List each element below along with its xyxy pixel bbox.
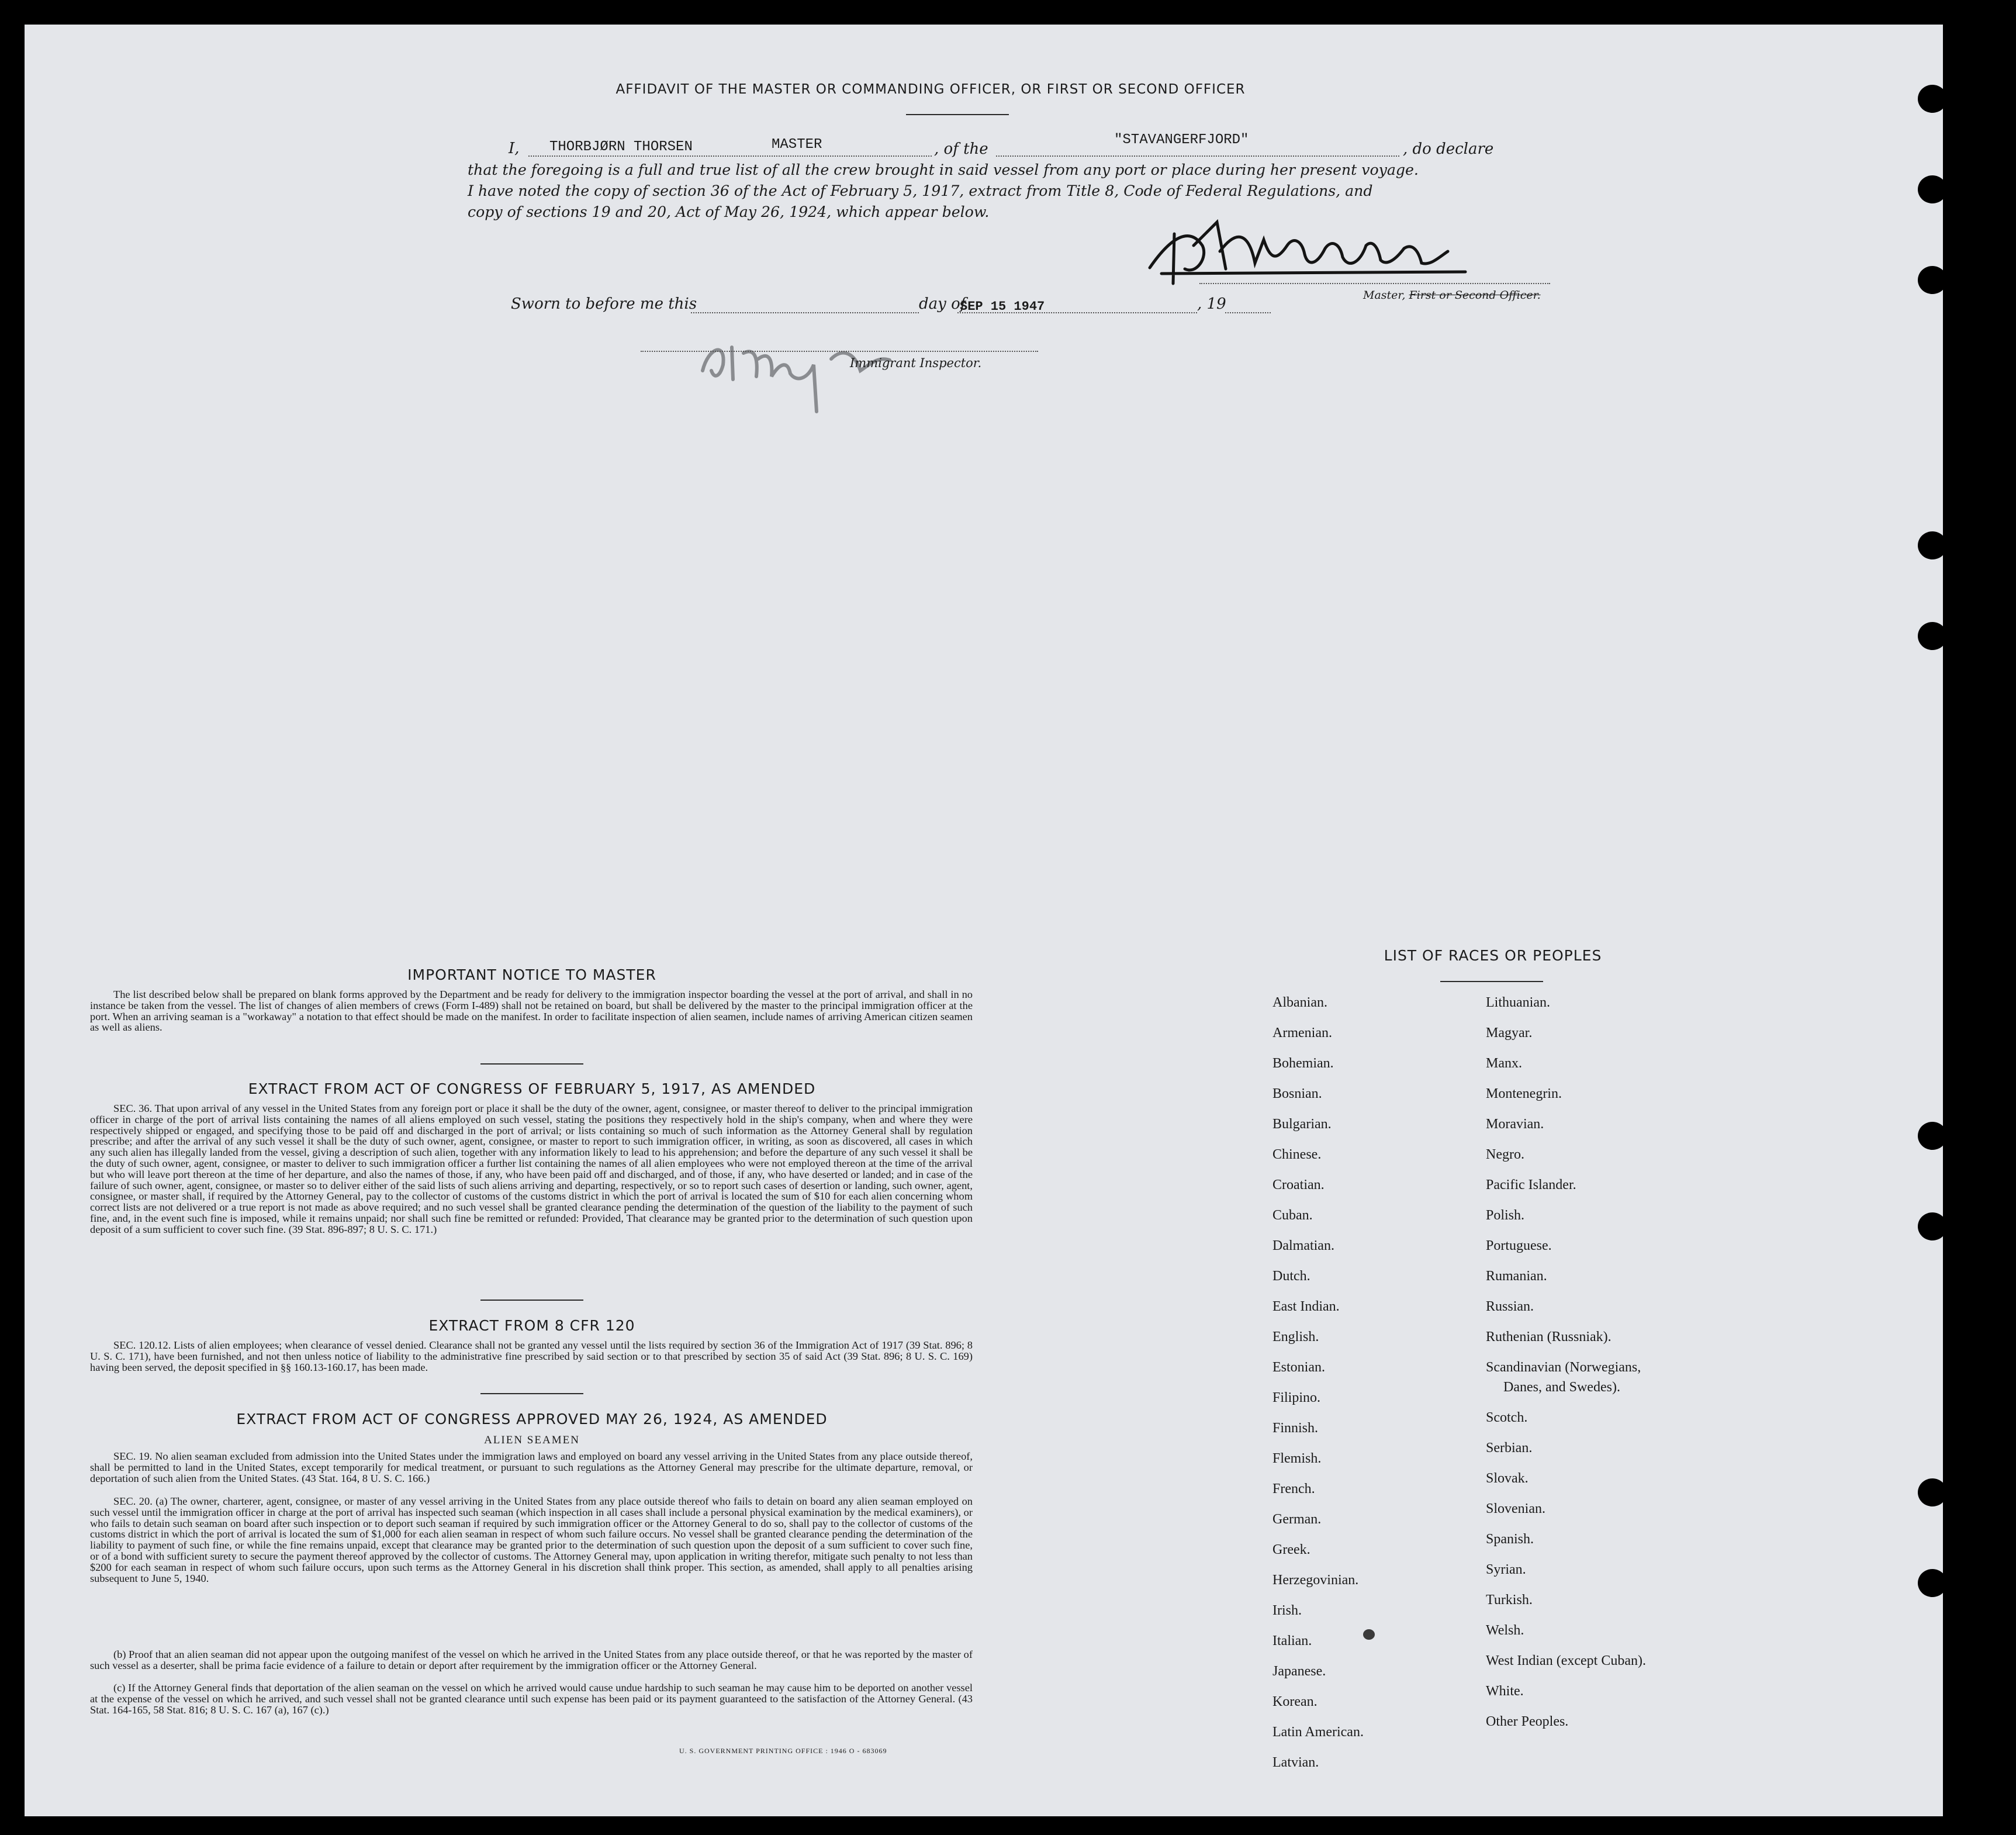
of-the-text: , of the bbox=[934, 140, 988, 158]
extract-1917-text: SEC. 36. That upon arrival of any vessel in the United States from any foreign port or place it shall be the duty of the owner, agent, consignee, or master thereof to deliver to the principal immigration officer in charge of the port of arrival lists containing the names of all aliens employed on such vessel, stating the positions they respectively hold in the ship's company, when and where they were respectively shipped or engaged, and specifying those to be paid off and discharged in the port of arrival; or lists containing so much of such information as the Attorney General shall by regulation prescribe; and after the arrival of any such vessel it shall be the duty of such owner, agent, consignee, or master to report to such immigration officer, in writing, as soon as discovered, all cases in which any such alien has illegally landed from the vessel, giving a description of such alien, together with any information likely to lead to his apprehension; and before the departure of any such vessel it shall be the duty of such owner, agent, consignee, or master to deliver to such immigration officer a further list containing the names of all alien employees who were not employed thereon at the time of the arrival but who will leave port thereon at the time of her departure, and also the names of those, if any, who have been paid off and discharged, and of those, if any, who have deserted or landed; and in case of the failure of such owner, agent, consignee, or master so to deliver either of the said lists of such aliens arriving and departing, respectively, or so to report such cases of desertion or landing, such owner, agent, consignee, or master shall, if required by the Attorney General, pay to the collector of customs of the customs district in which the port of arrival is located the sum of $10 for each alien concerning whom correct lists are not delivered or a true report is not made as above required; and no such vessel shall be granted clearance pending the determination of the question of the liability to the payment of such fine, and, in the event such fine is imposed, while it remains unpaid; nor shall such fine be remitted or refunded: Provided, That clearance may be granted prior to the determination of such question upon deposit of a sum sufficient to cover such fine. (39 Stat. 896-897; 8 U. S. C. 171.) bbox=[90, 1103, 973, 1235]
race-item: Bulgarian. bbox=[1272, 1117, 1332, 1132]
printing-office-imprint: U. S. GOVERNMENT PRINTING OFFICE : 1946 O - 683069 bbox=[679, 1747, 887, 1755]
race-item: Manx. bbox=[1486, 1056, 1522, 1071]
race-item: Spanish. bbox=[1486, 1532, 1534, 1547]
pronoun-i: I, bbox=[509, 140, 520, 157]
inspector-line bbox=[641, 351, 1038, 352]
affidavit-title: AFFIDAVIT OF THE MASTER OR COMMANDING OFFICER, OR FIRST OR SECOND OFFICER bbox=[615, 82, 1246, 97]
notice-title: IMPORTANT NOTICE TO MASTER bbox=[407, 966, 656, 983]
race-item: Slovak. bbox=[1486, 1471, 1529, 1486]
race-item: Bosnian. bbox=[1272, 1086, 1322, 1101]
race-item: Danes, and Swedes). bbox=[1503, 1380, 1620, 1395]
affidavit-line-2: that the foregoing is a full and true list of all the crew brought in said vessel from any port or place during her present voyage. bbox=[468, 161, 1419, 178]
races-title: LIST OF RACES OR PEOPLES bbox=[1384, 947, 1602, 964]
sworn-day-line bbox=[691, 312, 919, 313]
binder-hole bbox=[1918, 1478, 1943, 1506]
sec-20b-text: (b) Proof that an alien seaman did not appear upon the outgoing manifest of the vessel on which he arrived in the United States from any place outside thereof, or that he was reported by the master of such vessel as a deserter, shall be prima facie evidence of a failure to detain or deport after requirement by the immigration officer or the Attorney General. bbox=[90, 1649, 973, 1671]
race-item: Italian. bbox=[1272, 1633, 1312, 1649]
cfr-divider bbox=[480, 1393, 583, 1394]
master-name: THORBJØRN THORSEN bbox=[549, 139, 693, 155]
race-item: Cuban. bbox=[1272, 1208, 1313, 1223]
sec-20c-text: (c) If the Attorney General finds that deportation of the alien seaman on the vessel on which he arrived would cause undue hardship to such seaman he may cause him to be deported on another vessel at the expense of the vessel on which he arrived, and such vessel shall not be granted clearance until such expense has been paid or its payment guaranteed to the satisfaction of the Attorney General. (43 Stat. 164-165, 58 Stat. 816; 8 U. S. C. 167 (a), 167 (c).) bbox=[90, 1682, 973, 1716]
race-item: Japanese. bbox=[1272, 1664, 1326, 1679]
race-item: Slovenian. bbox=[1486, 1501, 1545, 1516]
race-item: Latvian. bbox=[1272, 1755, 1319, 1770]
inspector-signature bbox=[691, 324, 960, 423]
sec-20a-text: SEC. 20. (a) The owner, charterer, agent, consignee, or master of any vessel arriving in the United States from any place outside thereof who fails to detain on board any alien seaman employed on such vessel until the immigration officer in charge at the port of arrival has inspected such seaman (which inspection in all cases shall include a personal physical examination by the medical examiners), or who fails to detain such seaman on board after such inspection or to deport such seaman if required by such immigration officer or the Attorney General to do so, shall pay to the collector of customs of the customs district in which the port of arrival is located the sum of $1,000 for each alien seaman in respect of whom such failure occurs. No vessel shall be granted clearance pending the determination of the liability to payment of such fine, or while the fine remains unpaid, except that clearance may be granted prior to the determination of such question upon the deposit of a sum sufficient to cover such fine, or of a bond with sufficient surety to secure the payment thereof approved by the collector of customs. The Attorney General may, upon application in writing therefor, mitigate such penalty to not less than $200 for each seaman in respect of whom such failure occurs, upon such terms as the Attorney General in his discretion shall think proper. This section, as amended, shall apply to all penalties arising subsequent to June 5, 1940. bbox=[90, 1495, 973, 1584]
year-line bbox=[1225, 312, 1271, 313]
race-item: Ruthenian (Russniak). bbox=[1486, 1329, 1612, 1345]
sec-19-text: SEC. 19. No alien seaman excluded from admission into the United States under the immigration laws and employed on board any vessel arriving in the United States from any place outside thereof, shall be permitted to land in the United States, except temporarily for medical treatment, or pursuant to such regulations as the Attorney General may prescribe for the ultimate departure, removal, or deportation of such alien from the United States. (43 Stat. 164, 8 U. S. C. 166.) bbox=[90, 1450, 973, 1484]
race-item: Dalmatian. bbox=[1272, 1238, 1334, 1253]
races-right-column bbox=[1486, 995, 1755, 1802]
race-item: Flemish. bbox=[1272, 1451, 1322, 1466]
races-left-column bbox=[1272, 995, 1483, 1802]
race-item: French. bbox=[1272, 1481, 1315, 1497]
alien-seamen-subtitle: ALIEN SEAMEN bbox=[484, 1434, 580, 1446]
race-item: Korean. bbox=[1272, 1694, 1318, 1709]
day-of-text: day of bbox=[919, 295, 966, 313]
binder-hole bbox=[1918, 175, 1943, 203]
race-item: Negro. bbox=[1486, 1147, 1524, 1162]
race-item: Russian. bbox=[1486, 1299, 1534, 1314]
race-item: Greek. bbox=[1272, 1542, 1310, 1557]
races-divider bbox=[1440, 981, 1543, 982]
binder-hole bbox=[1918, 85, 1943, 113]
inspector-caption: Immigrant Inspector. bbox=[850, 356, 982, 370]
form-sheet bbox=[25, 25, 1943, 1816]
race-item: German. bbox=[1272, 1512, 1322, 1527]
race-item: White. bbox=[1486, 1684, 1524, 1699]
race-item: Chinese. bbox=[1272, 1147, 1322, 1162]
caption-master: Master, bbox=[1363, 289, 1409, 302]
sworn-month-line bbox=[957, 312, 1197, 313]
race-item: Armenian. bbox=[1272, 1025, 1332, 1041]
race-item: Turkish. bbox=[1486, 1592, 1533, 1608]
sworn-text: Sworn to before me this bbox=[511, 295, 697, 313]
master-signature bbox=[1138, 210, 1477, 298]
race-item: Estonian. bbox=[1272, 1360, 1325, 1375]
race-item: Magyar. bbox=[1486, 1025, 1533, 1041]
race-item: Latin American. bbox=[1272, 1725, 1364, 1740]
race-item: English. bbox=[1272, 1329, 1319, 1345]
race-item: Syrian. bbox=[1486, 1562, 1526, 1577]
do-declare-text: , do declare bbox=[1403, 140, 1494, 158]
year-separator: , 19 bbox=[1197, 295, 1226, 313]
race-item: Filipino. bbox=[1272, 1390, 1321, 1405]
race-item: Irish. bbox=[1272, 1603, 1302, 1618]
binder-hole bbox=[1918, 1212, 1943, 1240]
signature-caption bbox=[1363, 289, 1541, 302]
vessel-line bbox=[996, 155, 1399, 157]
race-item: Portuguese. bbox=[1486, 1238, 1552, 1253]
title-divider bbox=[906, 114, 1009, 115]
race-item: Welsh. bbox=[1486, 1623, 1524, 1638]
sworn-date-stamp: SEP 15 1947 bbox=[960, 299, 1045, 314]
race-item: West Indian (except Cuban). bbox=[1486, 1653, 1646, 1668]
affidavit-line-4: copy of sections 19 and 20, Act of May 26, 1924, which appear below. bbox=[468, 203, 990, 220]
cfr-title: EXTRACT FROM 8 CFR 120 bbox=[428, 1317, 635, 1334]
race-item: Finnish. bbox=[1272, 1421, 1319, 1436]
race-item: Bohemian. bbox=[1272, 1056, 1334, 1071]
notice-text: The list described below shall be prepared on blank forms approved by the Department and be ready for delivery to the immigration inspector boarding the vessel at the port of arrival, and shall in no instance be taken from the vessel. The list of changes of alien members of crews (Form I-489) shall not be retained on board, but shall be delivered by the master to the principal immigration officer at the port. When an arriving seaman is a "workaway" a notation to that effect should be made on the manifest. In order to facilitate inspection of alien seamen, include names of arriving American citizen seamen as well as aliens. bbox=[90, 989, 973, 1034]
race-item: Moravian. bbox=[1486, 1117, 1544, 1132]
ink-spot bbox=[1363, 1629, 1375, 1640]
binder-hole bbox=[1918, 622, 1943, 650]
extract-1917-title: EXTRACT FROM ACT OF CONGRESS OF FEBRUARY 5, 1917, AS AMENDED bbox=[248, 1080, 816, 1097]
race-item: Herzegovinian. bbox=[1272, 1573, 1359, 1588]
name-line bbox=[528, 155, 932, 157]
signature-line bbox=[1199, 283, 1550, 284]
race-item: Polish. bbox=[1486, 1208, 1525, 1223]
race-item: Croatian. bbox=[1272, 1177, 1325, 1193]
cfr-text: SEC. 120.12. Lists of alien employees; when clearance of vessel denied. Clearance shall not be granted any vessel until the lists required by section 36 of the Immigration Act of 1917 (39 Stat. 896; 8 U. S. C. 171), have been furnished, and not then unless notice of liability to the administrative fine prescribed by said section or to that prescribed by section 35 of said Act (39 Stat. 896; 8 U. S. C. 169) having been served, the deposit specified in §§ 160.13-160.17, has been made. bbox=[90, 1339, 973, 1373]
race-item: Serbian. bbox=[1486, 1440, 1533, 1456]
race-item: Montenegrin. bbox=[1486, 1086, 1562, 1101]
race-item: Other Peoples. bbox=[1486, 1714, 1569, 1729]
master-rank: MASTER bbox=[772, 137, 822, 153]
race-item: Scotch. bbox=[1486, 1410, 1528, 1425]
race-item: Albanian. bbox=[1272, 995, 1327, 1010]
binder-hole bbox=[1918, 1569, 1943, 1597]
race-item: Lithuanian. bbox=[1486, 995, 1550, 1010]
race-item: East Indian. bbox=[1272, 1299, 1340, 1314]
notice-divider bbox=[480, 1063, 583, 1065]
extract-1924-title: EXTRACT FROM ACT OF CONGRESS APPROVED MAY 26, 1924, AS AMENDED bbox=[236, 1411, 828, 1428]
affidavit-line-3: I have noted the copy of section 36 of the Act of February 5, 1917, extract from Title 8, Code of Federal Regulations, and bbox=[468, 182, 1373, 199]
vessel-name: "STAVANGERFJORD" bbox=[1114, 132, 1249, 148]
race-item: Pacific Islander. bbox=[1486, 1177, 1576, 1193]
race-item: Scandinavian (Norwegians, bbox=[1486, 1360, 1641, 1375]
race-item: Dutch. bbox=[1272, 1269, 1310, 1284]
extract-1917-divider bbox=[480, 1300, 583, 1301]
caption-struck-officer: First or Second Officer. bbox=[1409, 289, 1541, 302]
binder-hole bbox=[1918, 531, 1943, 559]
race-item: Rumanian. bbox=[1486, 1269, 1547, 1284]
binder-hole bbox=[1918, 1122, 1943, 1150]
binder-hole bbox=[1918, 266, 1943, 294]
